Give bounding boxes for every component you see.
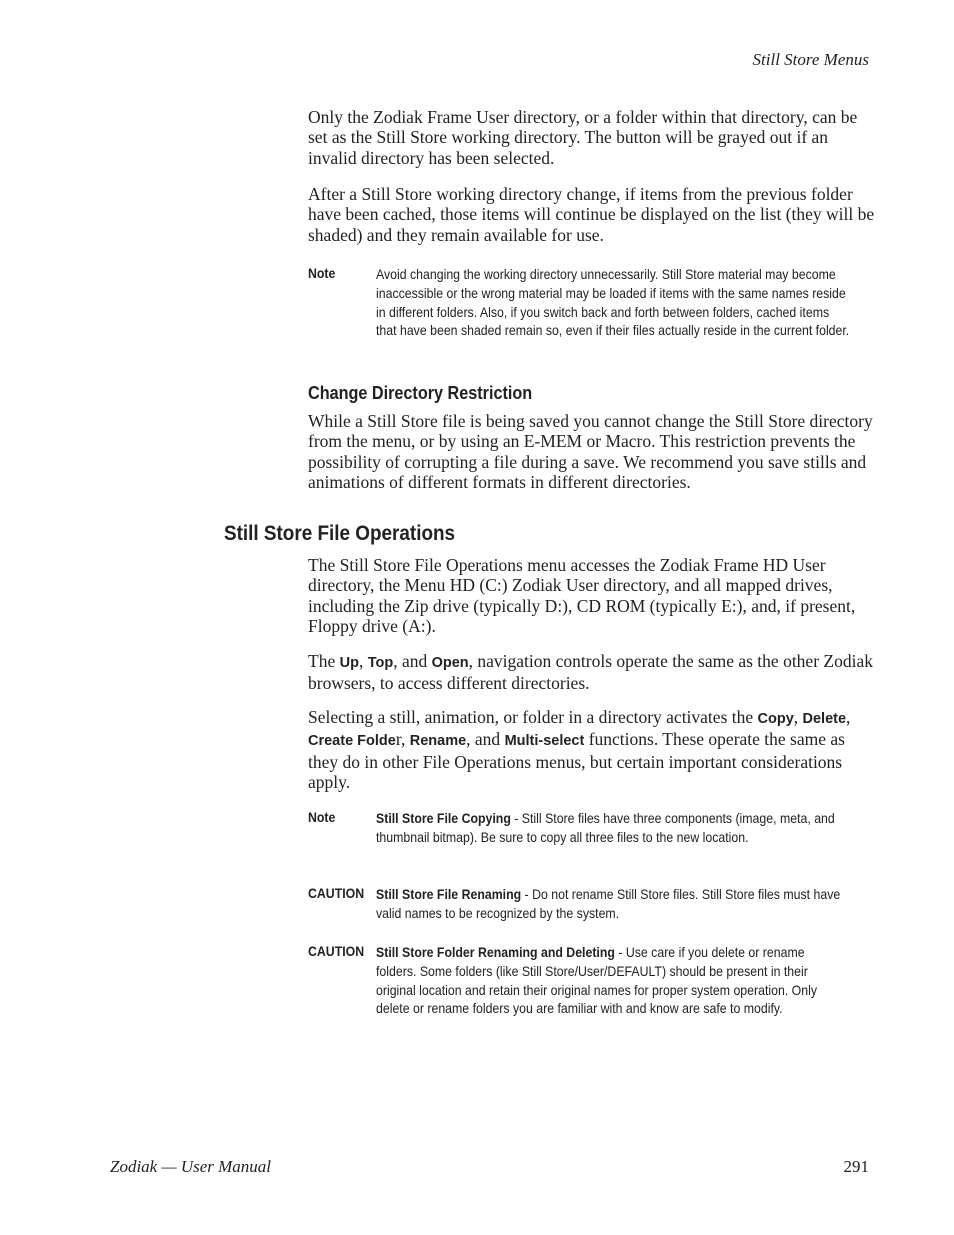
- text: - Use care if you delete or rename folders. Some folders (like Still Store/User/DEFAULT) should be present in their original location and retain their original names for proper system operation. Only delete or rename folders you are familiar with and know are safe to modify.: [376, 944, 818, 1017]
- page-number: 291: [843, 1157, 869, 1176]
- caution-folder-title: Still Store Folder Renaming and Deleting: [376, 944, 615, 960]
- caution-folder-text: [376, 943, 847, 1018]
- text: , navigation controls operate the same as the other Zodiak browsers, to access different directories.: [308, 651, 873, 694]
- paragraph-directory-change: After a Still Store working directory change, if items from the previous folder have been cached, those items will continue be displayed on the list (they will be shaded) and they remain available for use.: [308, 184, 875, 245]
- note-text: Avoid changing the working directory unnecessarily. Still Store material may become inaccessible or the wrong material may be loaded if items with the same names reside in different folders. Also, if you switch back and forth between folders, cached items that have been shaded remain so, even if their files actually reside in the current folder.: [376, 266, 850, 339]
- caution-label: CAUTION: [308, 943, 365, 959]
- rename-keyword: Rename: [409, 733, 467, 750]
- note-label: Note: [308, 265, 336, 281]
- caution-renaming-text: [376, 885, 847, 923]
- multi-select-keyword: Multi-select: [504, 733, 585, 750]
- top-keyword: Top: [367, 655, 394, 671]
- heading-change-directory-restriction: Change Directory Restriction: [308, 383, 533, 403]
- text: ,: [358, 651, 368, 671]
- paragraph-restriction: While a Still Store file is being saved you cannot change the Still Store directory from the menu, or by using an E-MEM or Macro. This restriction prevents the possibility of corrupting a file during a save. We recommend you save stills and animations of different formats in different directories.: [308, 411, 873, 492]
- heading-still-store-file-operations: Still Store File Operations: [224, 522, 456, 545]
- text: , and: [393, 651, 432, 671]
- text: r,: [395, 729, 410, 750]
- text: - Still Store files have three components (image, meta, and thumbnail bitmap). Be sure to copy all three files to the new location.: [376, 810, 835, 845]
- note-copying-text: [376, 809, 847, 847]
- copy-keyword: Copy: [757, 711, 794, 727]
- paragraph-working-directory: Only the Zodiak Frame User directory, or a folder within that directory, can be set as the Still Store working directory. The button will be grayed out if an invalid directory has been selected.: [308, 107, 858, 168]
- note-label: Note: [308, 809, 336, 825]
- paragraph-file-operations: The Still Store File Operations menu accesses the Zodiak Frame HD User directory, the Menu HD (C:) Zodiak User directory, and all mapped drives, including the Zip drive (typically D:), CD ROM (typically E:), and, if present, Floppy drive (A:).: [308, 555, 856, 636]
- up-keyword: Up: [339, 655, 359, 671]
- text: The: [308, 651, 340, 671]
- text: Selecting a still, animation, or folder in a directory activates the: [308, 707, 758, 727]
- text: - Do not rename Still Store files. Still Store files must have valid names to be recognized by the system.: [376, 886, 841, 921]
- caution-label: CAUTION: [308, 885, 365, 901]
- paragraph-functions: [308, 707, 878, 792]
- caution-renaming-title: Still Store File Renaming: [376, 886, 522, 902]
- text: ,: [793, 707, 803, 727]
- running-header: Still Store Menus: [752, 50, 869, 69]
- open-keyword: Open: [431, 655, 469, 671]
- text: functions. These operate the same as they do in other File Operations menus, but certain important considerations apply.: [308, 729, 845, 792]
- footer-manual-title: Zodiak — User Manual: [110, 1157, 272, 1176]
- delete-keyword: Delete: [802, 711, 847, 727]
- paragraph-navigation-controls: [308, 651, 878, 694]
- create-folder-keyword: Create Folde: [308, 733, 396, 750]
- text: , and: [466, 729, 505, 750]
- text: ,: [846, 707, 851, 727]
- note-copying-title: Still Store File Copying: [376, 810, 511, 826]
